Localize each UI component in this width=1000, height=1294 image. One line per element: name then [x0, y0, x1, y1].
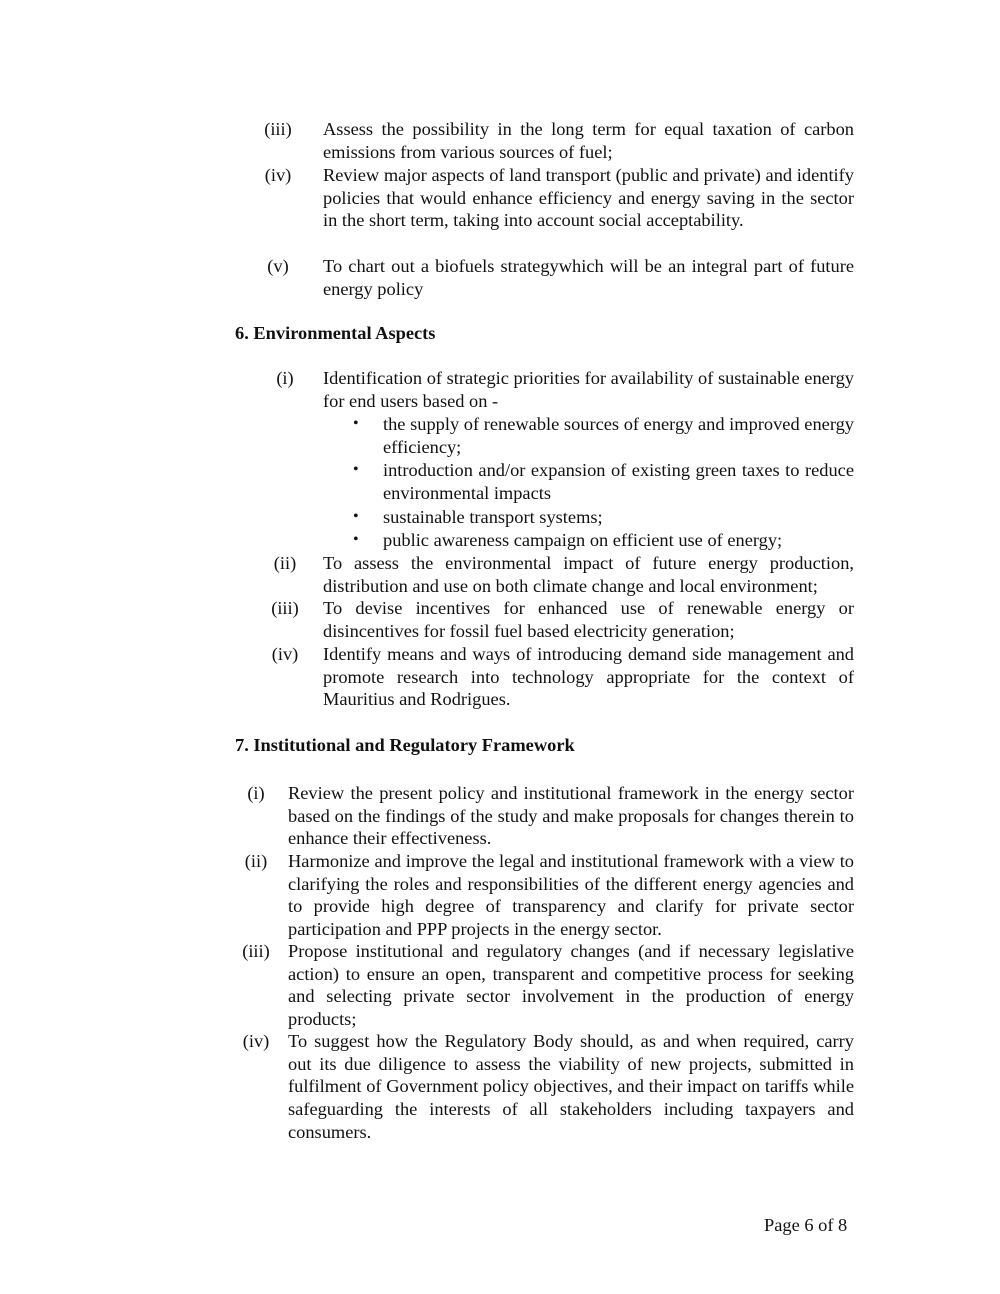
item-number: (ii)	[273, 553, 297, 573]
bullet-icon: •	[353, 461, 359, 478]
bullet-text: the supply of renewable sources of energy and improved energy efficiency;	[383, 414, 854, 457]
item-text: Propose institutional and regulatory changes (and if necessary legislative action) to ensure an open, transparent and competitive process for seeking and selecting private sector involvement in the production of energy products;	[288, 941, 854, 1030]
item-number: (iv)	[242, 1031, 270, 1051]
item-text: To suggest how the Regulatory Body should, as and when required, carry out its due diligence to assess the viability of new projects, submitted in fulfilment of Government policy objectives, and their impact on tariffs while safeguarding the interests of all stakeholders including taxpayers and consumers.	[288, 1031, 854, 1142]
item-text: To devise incentives for enhanced use of renewable energy or disincentives for fossil fuel based electricity generation;	[323, 598, 854, 641]
item-number: (ii)	[244, 851, 268, 871]
item-number: (iii)	[264, 119, 292, 139]
item-text: To chart out a biofuels strategywhich will be an integral part of future energy policy	[323, 256, 854, 299]
item-number: (iv)	[264, 165, 292, 185]
bullet-text: introduction and/or expansion of existing green taxes to reduce environmental impacts	[383, 460, 854, 503]
item-text: Identification of strategic priorities for availability of sustainable energy for end users based on -	[323, 368, 854, 411]
bullet-text: sustainable transport systems;	[383, 507, 603, 527]
bullet-icon: •	[353, 508, 359, 525]
item-text: Identify means and ways of introducing demand side management and promote research into technology appropriate for the context of Mauritius and Rodrigues.	[323, 644, 854, 710]
item-text: Harmonize and improve the legal and institutional framework with a view to clarifying the roles and responsibilities of the different energy agencies and to provide high degree of transparency and clarify for private sector participation and PPP projects in the energy sector.	[288, 851, 854, 940]
bullet-icon: •	[353, 415, 359, 432]
section-heading: 6. Environmental Aspects	[235, 323, 436, 343]
item-text: Review major aspects of land transport (public and private) and identify policies that would enhance efficiency and energy saving in the sector in the short term, taking into account social acceptability.	[323, 165, 854, 231]
item-number: (iii)	[271, 598, 299, 618]
item-number: (v)	[267, 256, 289, 276]
item-text: Review the present policy and institutional framework in the energy sector based on the findings of the study and make proposals for changes therein to enhance their effectiveness.	[288, 783, 854, 849]
item-number: (i)	[247, 783, 265, 803]
item-number: (iii)	[242, 941, 270, 961]
item-text: Assess the possibility in the long term for equal taxation of carbon emissions from various sources of fuel;	[323, 119, 854, 162]
bullet-icon: •	[353, 531, 359, 548]
item-text: To assess the environmental impact of future energy production, distribution and use on both climate change and local environment;	[323, 553, 854, 596]
bullet-text: public awareness campaign on efficient use of energy;	[383, 530, 783, 550]
page-number: Page 6 of 8	[764, 1215, 848, 1235]
section-heading: 7. Institutional and Regulatory Framework	[235, 735, 575, 755]
item-number: (iv)	[271, 644, 299, 664]
item-number: (i)	[276, 368, 294, 388]
